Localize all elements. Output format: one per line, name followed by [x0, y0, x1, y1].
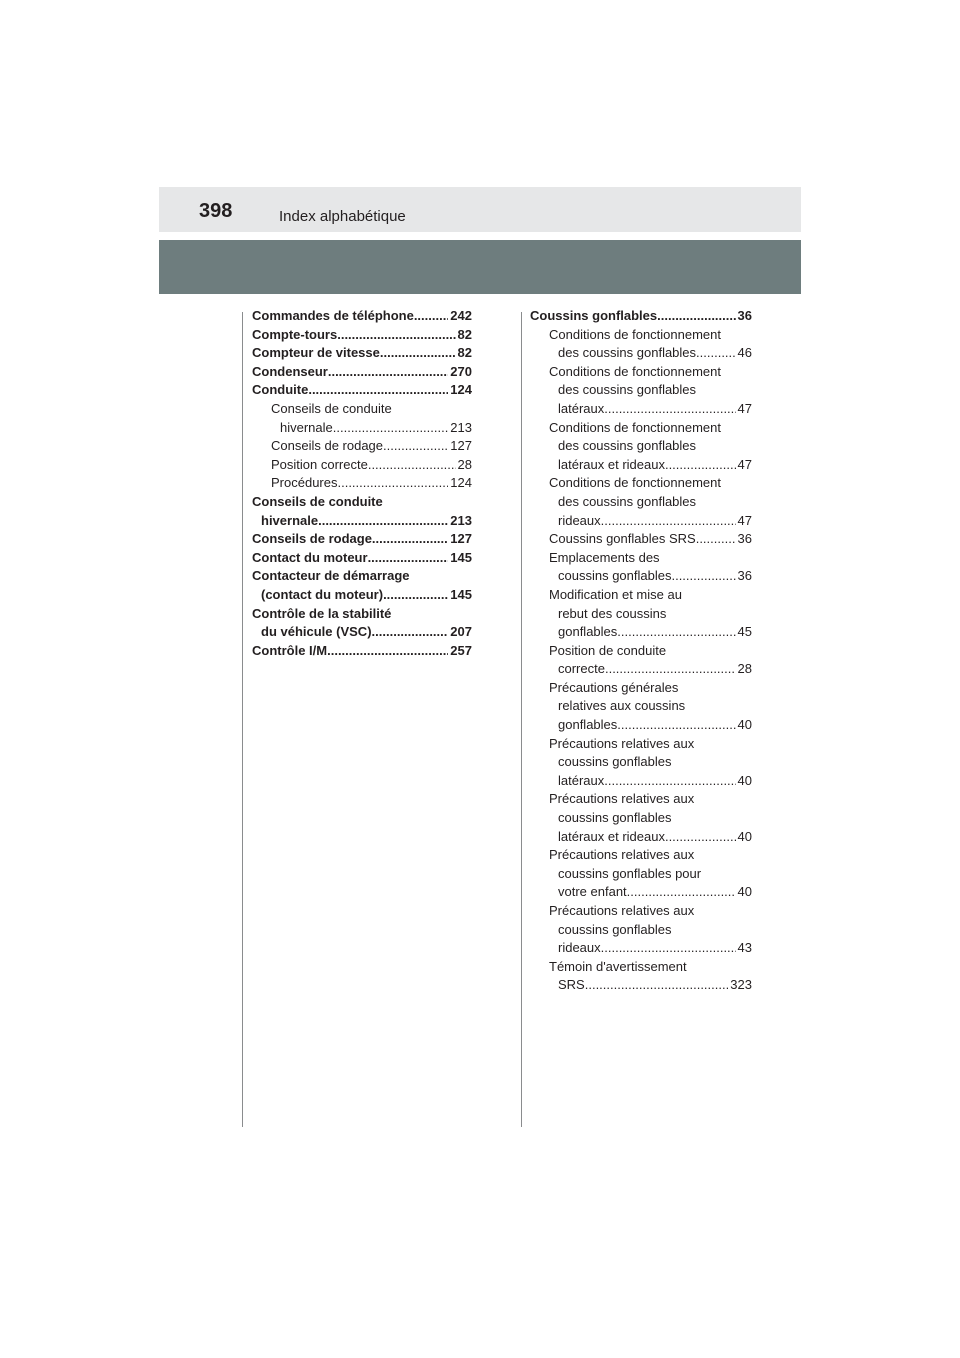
- entry-page-number: 43: [737, 940, 752, 956]
- index-subentry: [530, 586, 752, 642]
- entry-text: rideaux: [558, 512, 601, 528]
- entry-text: Conditions de fonctionnement: [549, 326, 722, 342]
- index-subentry: [530, 642, 752, 679]
- entry-line: [252, 605, 472, 624]
- entry-text: rideaux: [558, 940, 601, 956]
- entry-line: [549, 660, 752, 679]
- entry-text: rebut des coussins: [558, 605, 667, 621]
- entry-text: gonflables: [558, 717, 618, 733]
- entry-text: coussins gonflables: [558, 810, 672, 826]
- entry-page-number: 124: [450, 475, 472, 491]
- index-subentry: [530, 549, 752, 586]
- index-subentry: [252, 456, 472, 475]
- index-subentry: [530, 790, 752, 846]
- entry-text: des coussins gonflables: [558, 345, 697, 361]
- left-column-rule: [242, 312, 243, 1127]
- entry-text: hivernale: [261, 512, 319, 528]
- entry-line: [549, 790, 752, 809]
- dot-leader: [601, 939, 736, 958]
- entry-line: [549, 530, 752, 549]
- entry-text: latéraux: [558, 400, 605, 416]
- index-subentry: [530, 419, 752, 475]
- dot-leader: [337, 474, 448, 493]
- entry-line: [549, 474, 752, 493]
- index-entry: [252, 363, 472, 382]
- entry-line: [549, 623, 752, 642]
- dot-leader: [414, 307, 448, 326]
- entry-line: [252, 363, 472, 382]
- entry-line: [549, 809, 752, 828]
- dot-leader: [617, 623, 735, 642]
- entry-text: Conseils de conduite: [271, 400, 392, 416]
- entry-line: [549, 939, 752, 958]
- entry-line: [549, 605, 752, 624]
- index-subentry: [252, 474, 472, 493]
- entry-text: Coussins gonflables: [530, 308, 658, 323]
- entry-text: latéraux: [558, 772, 605, 788]
- page-number: 398: [199, 200, 233, 222]
- entry-text: coussins gonflables: [558, 754, 672, 770]
- entry-text: du véhicule (VSC): [261, 624, 372, 640]
- entry-page-number: 28: [457, 456, 472, 472]
- entry-line: [252, 307, 472, 326]
- entry-page-number: 270: [450, 363, 472, 379]
- entry-line: [252, 512, 472, 531]
- entry-text: gonflables: [558, 624, 618, 640]
- dot-leader: [318, 512, 448, 531]
- entry-line: [549, 958, 752, 977]
- entry-line: [549, 735, 752, 754]
- index-subentry: [252, 437, 472, 456]
- entry-text: Précautions relatives aux: [549, 847, 695, 863]
- entry-page-number: 127: [450, 531, 472, 547]
- entry-text: Procédures: [271, 475, 338, 491]
- entry-line: [252, 326, 472, 345]
- entry-page-number: 40: [737, 772, 752, 788]
- entry-line: [549, 437, 752, 456]
- entry-line: [530, 307, 752, 326]
- entry-text: Conseils de rodage: [271, 438, 384, 454]
- entry-text: Modification et mise au: [549, 586, 682, 602]
- entry-text: coussins gonflables: [558, 921, 672, 937]
- entry-page-number: 40: [737, 828, 752, 844]
- index-subentry: [530, 735, 752, 791]
- entry-line: [549, 512, 752, 531]
- entry-line: [549, 902, 752, 921]
- dot-leader: [601, 512, 736, 531]
- entry-page-number: 28: [737, 661, 752, 677]
- entry-text: Position correcte: [271, 456, 368, 472]
- entry-page-number: 47: [737, 512, 752, 528]
- index-subentry: [530, 902, 752, 958]
- entry-line: [252, 642, 472, 661]
- entry-text: SRS: [558, 977, 585, 993]
- entry-text: des coussins gonflables: [558, 493, 697, 509]
- entry-line: [271, 437, 472, 456]
- entry-page-number: 213: [450, 512, 472, 528]
- dot-leader: [372, 623, 449, 642]
- index-subentry: [530, 958, 752, 995]
- index-column-right: [530, 307, 752, 995]
- entry-line: [549, 772, 752, 791]
- entry-page-number: 36: [737, 308, 752, 323]
- index-entry: [252, 493, 472, 530]
- entry-text: Compteur de vitesse: [252, 345, 380, 361]
- entry-line: [252, 493, 472, 512]
- entry-line: [549, 846, 752, 865]
- entry-page-number: 40: [737, 717, 752, 733]
- entry-text: Conditions de fonctionnement: [549, 475, 722, 491]
- entry-page-number: 40: [737, 884, 752, 900]
- index-subentry: [530, 679, 752, 735]
- entry-page-number: 127: [450, 438, 472, 454]
- entry-line: [549, 586, 752, 605]
- entry-line: [549, 493, 752, 512]
- entry-text: Contact du moteur: [252, 549, 368, 565]
- entry-line: [549, 753, 752, 772]
- entry-line: [271, 419, 472, 438]
- dot-leader: [627, 883, 736, 902]
- index-subentry: [530, 474, 752, 530]
- entry-page-number: 145: [450, 586, 472, 602]
- entry-line: [271, 456, 472, 475]
- entry-text: latéraux et rideaux: [558, 456, 665, 472]
- entry-page-number: 145: [450, 549, 472, 565]
- entry-line: [252, 381, 472, 400]
- index-subentry: [530, 363, 752, 419]
- entry-line: [549, 921, 752, 940]
- entry-line: [252, 549, 472, 568]
- dot-leader: [604, 400, 735, 419]
- entry-page-number: 47: [737, 456, 752, 472]
- entry-line: [549, 549, 752, 568]
- entry-text: Coussins gonflables SRS: [549, 531, 696, 547]
- index-entry: [530, 307, 752, 326]
- dot-leader: [383, 586, 448, 605]
- dot-leader: [657, 307, 735, 326]
- index-column-left: [252, 307, 472, 660]
- entry-line: [549, 679, 752, 698]
- entry-text: Précautions générales: [549, 679, 679, 695]
- index-entry: [252, 344, 472, 363]
- entry-line: [549, 883, 752, 902]
- entry-text: Contacteur de démarrage: [252, 568, 410, 584]
- entry-line: [549, 828, 752, 847]
- entry-page-number: 323: [730, 977, 752, 993]
- entry-line: [549, 865, 752, 884]
- entry-text: Commandes de téléphone: [252, 308, 414, 323]
- entry-page-number: 242: [450, 308, 472, 323]
- entry-line: [252, 344, 472, 363]
- entry-text: coussins gonflables pour: [558, 865, 702, 881]
- header-band: [159, 187, 801, 232]
- entry-text: Contrôle de la stabilité: [252, 605, 392, 621]
- entry-text: votre enfant: [558, 884, 627, 900]
- entry-line: [549, 976, 752, 995]
- index-entry: [252, 381, 472, 400]
- entry-line: [549, 697, 752, 716]
- index-entry: [252, 642, 472, 661]
- index-entry: [252, 549, 472, 568]
- entry-line: [549, 419, 752, 438]
- entry-page-number: 45: [737, 624, 752, 640]
- dot-leader: [328, 363, 448, 382]
- entry-text: Précautions relatives aux: [549, 903, 695, 918]
- dot-leader: [605, 660, 736, 679]
- entry-text: Position de conduite: [549, 642, 667, 658]
- dot-leader: [604, 772, 735, 791]
- entry-line: [549, 400, 752, 419]
- index-subentry: [530, 326, 752, 363]
- dot-leader: [368, 456, 456, 475]
- entry-line: [549, 716, 752, 735]
- entry-line: [549, 326, 752, 345]
- dot-leader: [372, 530, 448, 549]
- dot-leader: [665, 456, 736, 475]
- entry-text: Condenseur: [252, 363, 328, 379]
- entry-page-number: 82: [457, 345, 472, 361]
- index-subentry: [530, 530, 752, 549]
- entry-text: relatives aux coussins: [558, 698, 686, 714]
- dot-leader: [333, 419, 449, 438]
- entry-text: des coussins gonflables: [558, 382, 697, 398]
- entry-text: Conduite: [252, 382, 309, 398]
- index-entry: [252, 326, 472, 345]
- index-entry: [252, 307, 472, 326]
- entry-page-number: 36: [737, 531, 752, 547]
- dot-leader: [665, 828, 736, 847]
- entry-line: [549, 567, 752, 586]
- entry-text: (contact du moteur): [261, 586, 384, 602]
- entry-line: [252, 586, 472, 605]
- entry-page-number: 46: [737, 345, 752, 361]
- entry-text: Conseils de rodage: [252, 531, 372, 547]
- dot-leader: [337, 326, 455, 345]
- entry-line: [271, 474, 472, 493]
- entry-page-number: 213: [450, 419, 472, 435]
- dot-leader: [368, 549, 449, 568]
- index-subentry: [530, 846, 752, 902]
- dot-leader: [308, 381, 448, 400]
- dot-leader: [696, 344, 736, 363]
- entry-text: Conditions de fonctionnement: [549, 363, 722, 379]
- entry-page-number: 47: [737, 400, 752, 416]
- entry-line: [252, 567, 472, 586]
- entry-text: Conditions de fonctionnement: [549, 419, 722, 435]
- entry-text: correcte: [558, 661, 605, 677]
- entry-line: [549, 456, 752, 475]
- entry-line: [252, 623, 472, 642]
- entry-page-number: 124: [450, 382, 472, 398]
- entry-text: Contrôle I/M: [252, 642, 328, 658]
- entry-line: [252, 530, 472, 549]
- entry-page-number: 82: [457, 326, 472, 342]
- chapter-band: [159, 240, 801, 294]
- entry-line: [549, 642, 752, 661]
- entry-text: Emplacements des: [549, 549, 660, 565]
- entry-text: Précautions relatives aux: [549, 735, 695, 751]
- entry-page-number: 207: [450, 624, 472, 640]
- entry-text: coussins gonflables: [558, 568, 672, 584]
- dot-leader: [671, 567, 735, 586]
- dot-leader: [585, 976, 729, 995]
- dot-leader: [327, 642, 448, 661]
- entry-text: des coussins gonflables: [558, 438, 697, 454]
- entry-text: Témoin d'avertissement: [549, 958, 687, 974]
- dot-leader: [617, 716, 735, 735]
- entry-text: latéraux et rideaux: [558, 828, 665, 844]
- dot-leader: [383, 437, 448, 456]
- middle-column-rule: [521, 312, 522, 1127]
- entry-text: hivernale: [280, 419, 333, 435]
- entry-line: [549, 381, 752, 400]
- entry-text: Compte-tours: [252, 326, 338, 342]
- index-subentry: [252, 400, 472, 437]
- index-entry: [252, 605, 472, 642]
- dot-leader: [380, 344, 456, 363]
- index-entry: [252, 530, 472, 549]
- entry-text: Précautions relatives aux: [549, 791, 695, 807]
- entry-page-number: 36: [737, 568, 752, 584]
- entry-line: [271, 400, 472, 419]
- section-title: Index alphabétique: [279, 208, 406, 225]
- entry-line: [549, 344, 752, 363]
- index-entry: [252, 567, 472, 604]
- dot-leader: [696, 530, 736, 549]
- entry-line: [549, 363, 752, 382]
- entry-text: Conseils de conduite: [252, 493, 383, 509]
- entry-page-number: 257: [450, 642, 472, 658]
